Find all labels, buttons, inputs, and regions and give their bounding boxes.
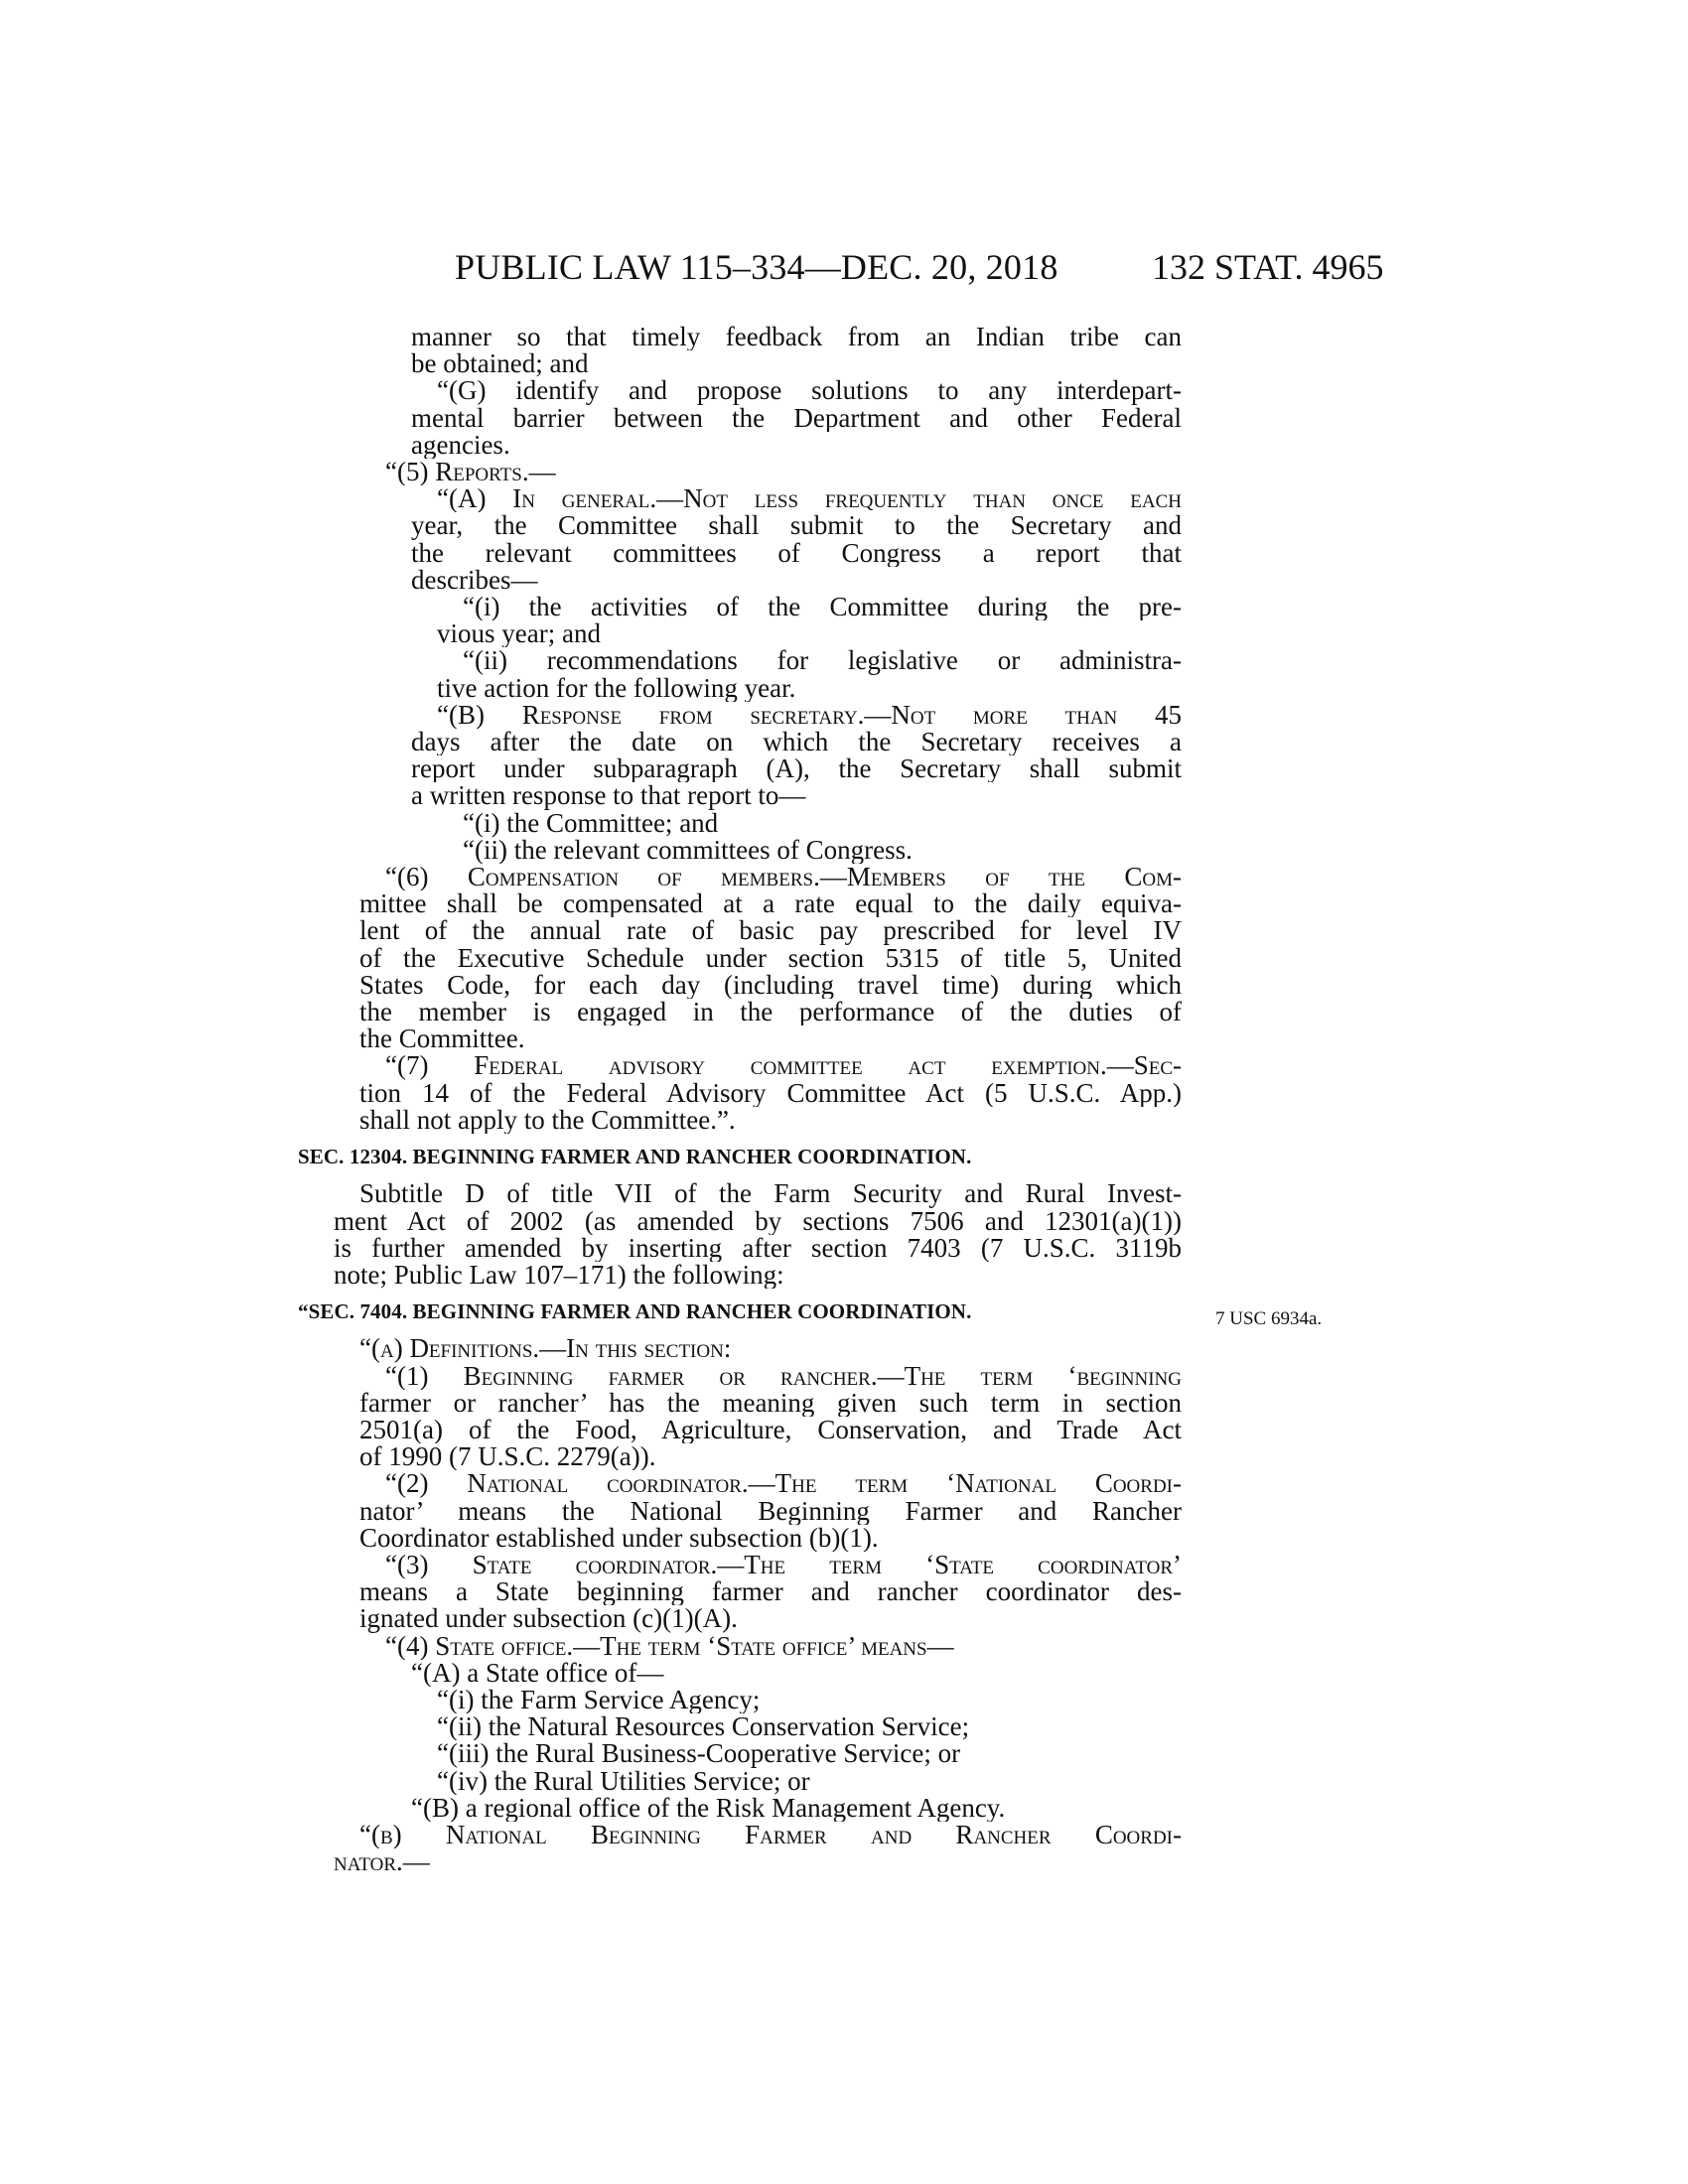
text-line: agencies.: [411, 431, 510, 460]
text-line: “(6) Compensation of members.—Members of the Com-: [385, 864, 1182, 891]
paragraph-heading: “(5) Reports.—: [385, 459, 556, 486]
running-header-title: PUBLIC LAW 115–334—DEC. 20, 2018: [455, 247, 1058, 287]
text-line: “(1) Beginning farmer or rancher.—The term ‘beginning: [385, 1362, 1182, 1390]
text-line: 2501(a) of the Food, Agriculture, Conservation, and Trade Act: [359, 1416, 1182, 1444]
text-line: “(iv) the Rural Utilities Service; or: [437, 1767, 810, 1795]
text-line: “(a) Definitions.—In this section:: [359, 1335, 732, 1363]
text-line: “(i) the Farm Service Agency;: [437, 1686, 761, 1714]
text-line: Subtitle D of title VII of the Farm Security and Rural Invest-: [359, 1180, 1182, 1208]
text-line: the member is engaged in the performance of the duties of: [359, 999, 1182, 1026]
text-line: a written response to that report to—: [411, 782, 806, 810]
usc-margin-citation: 7 USC 6934a.: [1215, 1308, 1323, 1329]
text-line: “(2) National coordinator.—The term ‘National Coordi-: [385, 1470, 1182, 1498]
text-line: days after the date on which the Secretary receives a: [411, 729, 1182, 756]
text-line: nator.—: [334, 1848, 430, 1876]
text-line: vious year; and: [437, 620, 601, 648]
text-line: the Committee.: [359, 1025, 525, 1053]
text-line: “(G) identify and propose solutions to any interdepart-: [437, 377, 1182, 405]
text-line: mittee shall be compensated at a rate equal to the daily equiva-: [359, 890, 1182, 918]
text-line: “(7) Federal advisory committee act exemption.—Sec-: [385, 1052, 1182, 1080]
text-line: means a State beginning farmer and rancher coordinator des-: [359, 1578, 1182, 1606]
text-line: “(B) a regional office of the Risk Management Agency.: [411, 1794, 1006, 1822]
text-line: “(A) a State office of—: [411, 1659, 664, 1687]
section-heading: “SEC. 7404. BEGINNING FARMER AND RANCHER COORDINATION.: [298, 1299, 972, 1324]
text-line: States Code, for each day (including travel time) during which: [359, 971, 1182, 1000]
text-line: “(iii) the Rural Business-Cooperative Service; or: [437, 1740, 961, 1768]
text-line: “(A) In general.—Not less frequently than once each: [437, 485, 1182, 513]
text-line: the relevant committees of Congress a report that: [411, 539, 1182, 567]
text-line: year, the Committee shall submit to the Secretary and: [411, 512, 1182, 540]
text-line: note; Public Law 107–171) the following:: [334, 1261, 784, 1290]
text-line: ignated under subsection (c)(1)(A).: [359, 1605, 738, 1633]
text-line: is further amended by inserting after section 7403 (7 U.S.C. 3119b: [334, 1234, 1182, 1262]
text-line: manner so that timely feedback from an Indian tribe can: [411, 324, 1182, 351]
statute-page-number: 132 STAT. 4965: [1152, 247, 1384, 287]
text-line: “(4) State office.—The term ‘State office’ means—: [385, 1632, 954, 1660]
text-line: nator’ means the National Beginning Farmer and Rancher: [359, 1497, 1182, 1525]
text-line: “(ii) the Natural Resources Conservation Service;: [437, 1713, 970, 1741]
text-line: report under subparagraph (A), the Secretary shall submit: [411, 755, 1182, 783]
text-line: “(ii) recommendations for legislative or administra-: [463, 647, 1182, 675]
text-line: of 1990 (7 U.S.C. 2279(a)).: [359, 1443, 656, 1471]
text-line: tive action for the following year.: [437, 674, 796, 702]
text-line: Coordinator established under subsection (b)(1).: [359, 1524, 879, 1552]
text-line: lent of the annual rate of basic pay prescribed for level IV: [359, 917, 1182, 945]
text-line: of the Executive Schedule under section 5315 of title 5, United: [359, 944, 1182, 972]
text-line: “(b) National Beginning Farmer and Rancher Coordi-: [359, 1821, 1182, 1849]
text-line: “(3) State coordinator.—The term ‘State coordinator’: [385, 1551, 1182, 1579]
text-line: shall not apply to the Committee.”.: [359, 1106, 736, 1135]
text-line: ment Act of 2002 (as amended by sections 7506 and 12301(a)(1)): [334, 1207, 1182, 1235]
text-line: tion 14 of the Federal Advisory Committee Act (5 U.S.C. App.): [359, 1079, 1182, 1107]
text-line: “(i) the activities of the Committee during the pre-: [463, 594, 1182, 621]
text-line: “(B) Response from secretary.—Not more than 45: [437, 701, 1182, 730]
section-heading: SEC. 12304. BEGINNING FARMER AND RANCHER COORDINATION.: [298, 1145, 972, 1169]
text-line: “(i) the Committee; and: [463, 809, 719, 837]
text-line: be obtained; and: [411, 350, 589, 378]
text-line: “(ii) the relevant committees of Congress.: [463, 836, 913, 865]
text-line: mental barrier between the Department and other Federal: [411, 404, 1182, 432]
statute-body: [298, 324, 1182, 1875]
text-line: farmer or rancher’ has the meaning given such term in section: [359, 1389, 1182, 1417]
text-line: describes—: [411, 566, 538, 595]
